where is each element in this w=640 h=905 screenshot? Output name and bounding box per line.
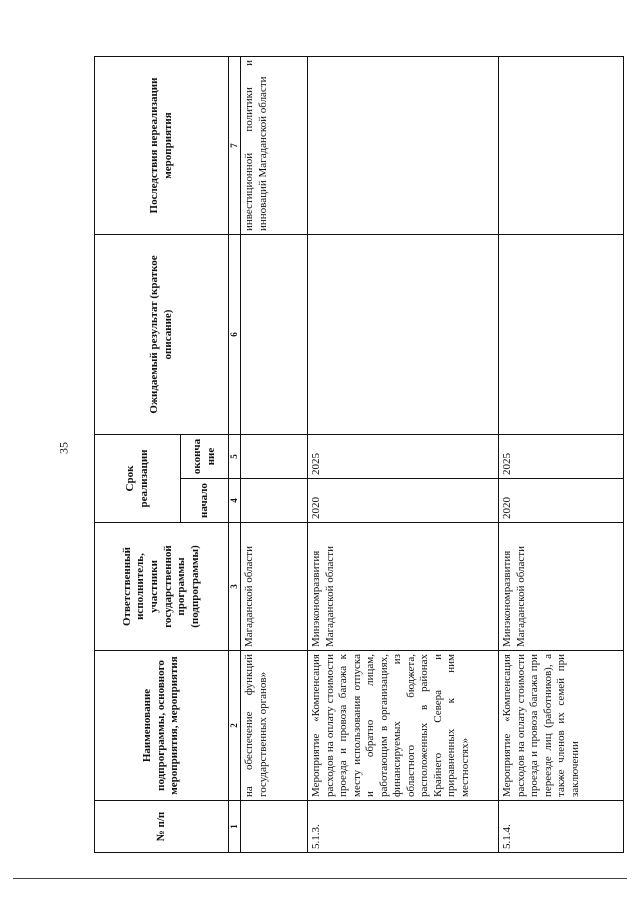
header-consequence: Последствия нереализации мероприятия xyxy=(95,56,229,234)
row-end: 2025 xyxy=(499,434,624,478)
header-start: начало xyxy=(181,479,229,523)
row-consequence xyxy=(308,56,499,234)
page-number: 35 xyxy=(56,442,71,454)
row-consequence: инвестиционной политики и инноваций Магаданской области xyxy=(241,56,308,234)
column-number-3: 3 xyxy=(229,523,241,651)
rotated-table-container xyxy=(94,57,581,853)
column-number-6: 6 xyxy=(229,234,241,434)
row-end: 2025 xyxy=(308,434,499,478)
header-name: Наименование подпрограммы, основного мероприятия, мероприятия xyxy=(95,651,229,801)
row-start: 2020 xyxy=(499,479,624,523)
row-consequence xyxy=(499,56,624,234)
column-number-2: 2 xyxy=(229,651,241,801)
header-result: Ожидаемый результат (краткое описание) xyxy=(95,234,229,434)
row-result xyxy=(241,234,308,434)
row-result xyxy=(308,234,499,434)
row-result xyxy=(499,234,624,434)
header-term: Срок реализации xyxy=(95,434,181,522)
row-number: 5.1.4. xyxy=(499,801,624,853)
header-executor: Ответственный исполнитель, участники государственной программы (подпрограммы) xyxy=(95,523,229,651)
row-start: 2020 xyxy=(308,479,499,523)
row-executor: Минэкономразвития Магаданской области xyxy=(499,523,624,651)
row-executor: Минэкономразвития Магаданской области xyxy=(308,523,499,651)
table-row xyxy=(499,56,624,852)
row-start xyxy=(241,479,308,523)
header-end: оконча ние xyxy=(181,434,229,478)
table-sheet xyxy=(94,57,581,853)
row-name: Мероприятие «Компенсация расходов на оплату стоимости проезда и провоза багажа при переезде лиц (работников), а также членов их семей при заключении xyxy=(499,651,624,801)
header-number: № п/п xyxy=(95,801,229,853)
row-name: Мероприятие «Компенсация расходов на оплату стоимости проезда и провоза багажа к месту использования отпуска и обратно лицам, работающим в организациях, финансируемых из областного бюджета, расположенных в районах Крайнего Севера и приравненных к ним местностях» xyxy=(308,651,499,801)
column-number-5: 5 xyxy=(229,434,241,478)
row-number xyxy=(241,801,308,853)
row-end xyxy=(241,434,308,478)
table-row xyxy=(241,56,308,852)
column-number-1: 1 xyxy=(229,801,241,853)
program-table xyxy=(94,56,624,853)
table-row xyxy=(308,56,499,852)
column-number-4: 4 xyxy=(229,479,241,523)
row-executor: Магаданской области xyxy=(241,523,308,651)
page-bottom-edge xyxy=(13,878,627,879)
row-number: 5.1.3. xyxy=(308,801,499,853)
column-number-7: 7 xyxy=(229,56,241,234)
row-name: на обеспечение функций государственных органов» xyxy=(241,651,308,801)
